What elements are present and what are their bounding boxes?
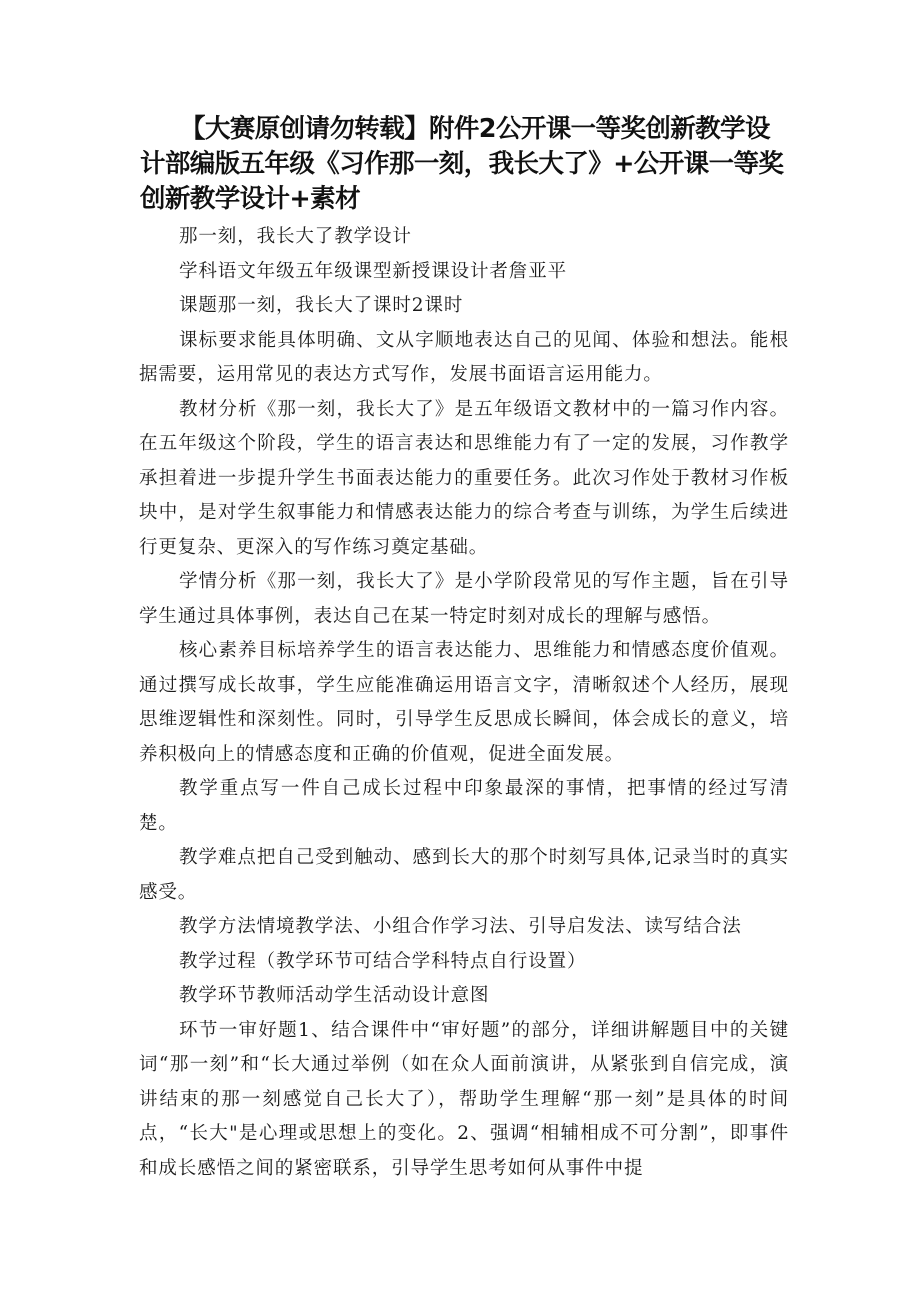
teaching-focus: 教学重点写一件自己成长过程中印象最深的事情，把事情的经过写清楚。: [139, 778, 789, 834]
core-competency-goals: 核心素养目标培养学生的语言表达能力、思维能力和情感态度价值观。通过撰写成长故事，学生应能准确运用语言文字，清晰叙述个人经历，展现思维逻辑性和深刻性。同时，引导学生反思成长瞬间，体会成长的意义，培养积极向上的情感态度和正确的价值观，促进全面发展。: [139, 640, 789, 765]
textbook-analysis: 教材分析《那一刻，我长大了》是五年级语文教材中的一篇习作内容。在五年级这个阶段，学生的语言表达和思维能力有了一定的发展，习作教学承担着进一步提升学生书面表达能力的重要任务。此次习作处于教材习作板块中，是对学生叙事能力和情感表达能力的综合考查与训练，为学生后续进行更复杂、更深入的写作练习奠定基础。: [139, 398, 789, 558]
teaching-difficulty: 教学难点把自己受到触动、感到长大的那个时刻写具体,记录当时的真实感受。: [139, 847, 789, 903]
lesson-heading: 那一刻，我长大了教学设计: [179, 226, 412, 247]
document-title: 【大赛原创请勿转载】附件2公开课一等奖创新教学设计部编版五年级《习作那一刻，我长大了》+公开课一等奖创新教学设计+素材: [140, 114, 784, 214]
process-table-header: 教学环节教师活动学生活动设计意图: [179, 985, 490, 1006]
teaching-process: 教学过程（教学环节可结合学科特点自行设置）: [179, 950, 587, 972]
curriculum-requirement: 课标要求能具体明确、文从字顺地表达自己的见闻、体验和想法。能根据需要，运用常见的表达方式写作，发展书面语言运用能力。: [139, 329, 789, 385]
lesson-topic: 课题那一刻，我长大了课时2课时: [179, 295, 464, 316]
student-analysis: 学情分析《那一刻，我长大了》是小学阶段常见的写作主题，旨在引导学生通过具体事例，表达自己在某一特定时刻对成长的理解与感悟。: [139, 571, 789, 627]
document-body: [139, 220, 789, 1186]
step-one: 环节一审好题1、结合课件中“审好题”的部分，详细讲解题目中的关键词“那一刻”和“长大通过举例（如在众人面前演讲，从紧张到自信完成，演讲结束的那一刻感觉自己长大了），帮助学生理解“那一刻”是具体的时间点，“长大"是心理或思想上的变化。2、强调“相辅相成不可分割”，即事件和成长感悟之间的紧密联系，引导学生思考如何从事件中提: [139, 1019, 789, 1179]
subject-info: 学科语文年级五年级课型新授课设计者詹亚平: [179, 260, 568, 282]
teaching-methods: 教学方法情境教学法、小组合作学习法、引导启发法、读写结合法: [179, 916, 742, 937]
